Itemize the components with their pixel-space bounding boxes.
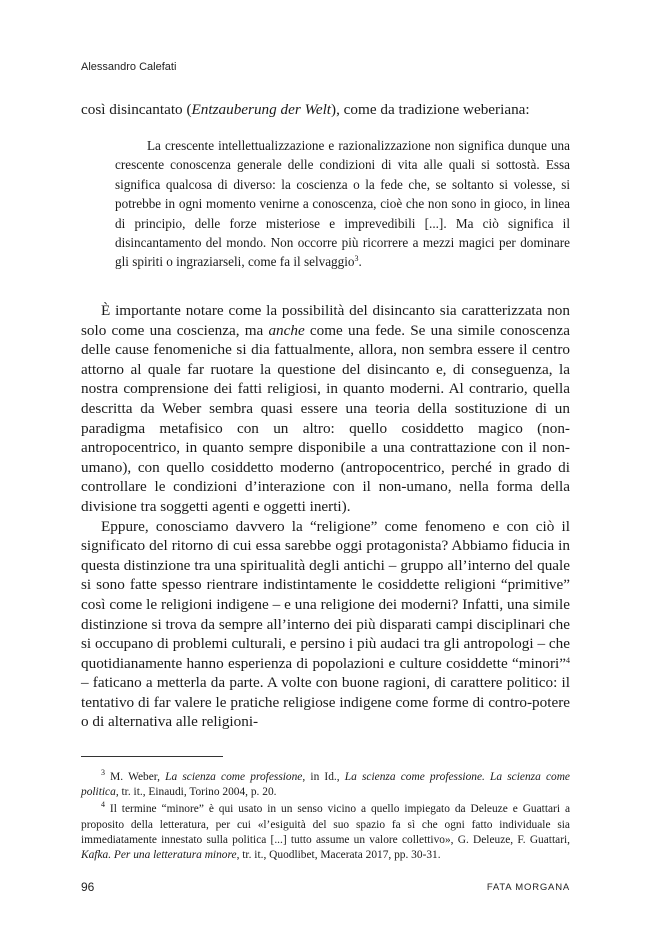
- footnote-text: , tr. it., Einaudi, Torino 2004, p. 20.: [115, 786, 277, 799]
- footnote-text: Il termine “minore” è qui usato in un senso vicino a quello impiegato da Deleuze e Guattari a proposito della letteratura, per cui «l’esiguità del suo spazio fa sì che ogni fatto individuale sia immediatamente innestato sulla politica [...] tutto assume un valore collettivo», G. Deleuze, F. Guattari,: [81, 803, 570, 846]
- paragraph-2: [81, 517, 570, 733]
- footnote-number: 4: [101, 800, 105, 810]
- lead-text-after: ), come da tradizione weberiana:: [331, 101, 530, 118]
- paragraph-1-italic: anche: [268, 321, 305, 339]
- quote-text: La crescente intellettualizzazione e razionalizzazione non significa dunque una crescente conoscenza generale delle condizioni di vita alle quali si sottostà. Essa significa qualcosa di diverso: la coscienza o la fede che, se soltanto si volesse, si potrebbe in ogni momento venirne a conoscenza, cioè che non sono in gioco, in linea di principio, delle forze misteriose e imprevedibili [...]. Ma ciò significa il disincantamento del mondo. Non occorre più ricorrere a mezzi magici per dominare gli spiriti o ingraziarseli, come fa il selvaggio: [115, 138, 570, 270]
- footnote-text: , in Id.,: [302, 771, 345, 783]
- footnote-4: [81, 802, 570, 863]
- footnote-title: Kafka. Per una letteratura minore: [81, 849, 237, 862]
- paragraph-1-text-b: come una fede. Se una simile conoscenza delle cause fenomeniche si dia fattualmente, allora, non sembra essere il centro attorno al quale far ruotare la questione del disincanto e, di conseguenza, la nostra comprensione dei fatti religiosi, in quanto moderni. Al contrario, quella descritta da Weber sembra quasi essere una teoria della sostituzione di un paradigma metafisico con un altro: quello cosiddetto magico (non-antropocentrico, in quanto sempre disponibile a una contrattazione con il non-umano), con quello cosiddetto moderno (antropocentrico, perché in grado di controllare le condizioni d’interazione con il non-umano, nella forma della divisione tra soggetti agenti e oggetti inerti).: [81, 321, 570, 515]
- block-quote: [115, 136, 570, 272]
- footnote-ref-4[interactable]: 4: [566, 655, 570, 665]
- lead-text-before: così disincantato (: [81, 101, 192, 118]
- footnote-3: [81, 770, 570, 800]
- paragraph-2-text-b: – faticano a metterla da parte. A volte con buone ragioni, di carattere politico: il tentativo di far valere le pratiche religiose indigene come forme di contro-potere o di alternativa alle religioni-: [81, 674, 570, 731]
- page-number: 96: [81, 880, 95, 894]
- footnote-title: La scienza come professione: [165, 771, 303, 783]
- running-head-author: Alessandro Calefati: [81, 61, 177, 73]
- paragraph-2-text-a: Eppure, conosciamo davvero la “religione” come fenomeno e con ciò il significato del ritorno di cui essa sarebbe oggi protagonista? Abbiamo fiducia in questa distinzione tra una spiritualità degli antichi – gruppo all’interno del quale si sono fatte spesso rientrare indistintamente le cosiddette religioni “primitive” così come le religioni indigene – e una religione dei moderni? Infatti, una simile distinzione si trova da sempre all’interno dei più disparati campi disciplinari che si occupano di problemi culturali, e persino i più audaci tra gli antropologi – che quotidianamente hanno esperienza di popolazioni e culture cosiddette “minori”: [81, 517, 570, 672]
- footnote-text: M. Weber,: [105, 771, 166, 783]
- lead-sentence: [81, 100, 570, 120]
- quote-end: .: [358, 254, 362, 270]
- paragraph-1: [81, 301, 570, 517]
- footnotes: [81, 770, 570, 865]
- footnote-number: 3: [101, 768, 105, 777]
- footnote-separator: [81, 756, 223, 757]
- paragraph-1-text-a: È importante notare come la possibilità del disincanto sia caratterizzata non solo come una coscienza, ma: [81, 302, 570, 339]
- footnote-text: , tr. it., Quodlibet, Macerata 2017, pp. 30-31.: [236, 849, 441, 862]
- footnote-title: La scienza come professione. La scienza come politica: [81, 771, 570, 799]
- lead-italic-term: Entzauberung der Welt: [191, 101, 332, 118]
- publisher-name: FATA MORGANA: [486, 882, 570, 893]
- main-text: [81, 301, 570, 732]
- footnote-ref-3[interactable]: 3: [354, 254, 359, 264]
